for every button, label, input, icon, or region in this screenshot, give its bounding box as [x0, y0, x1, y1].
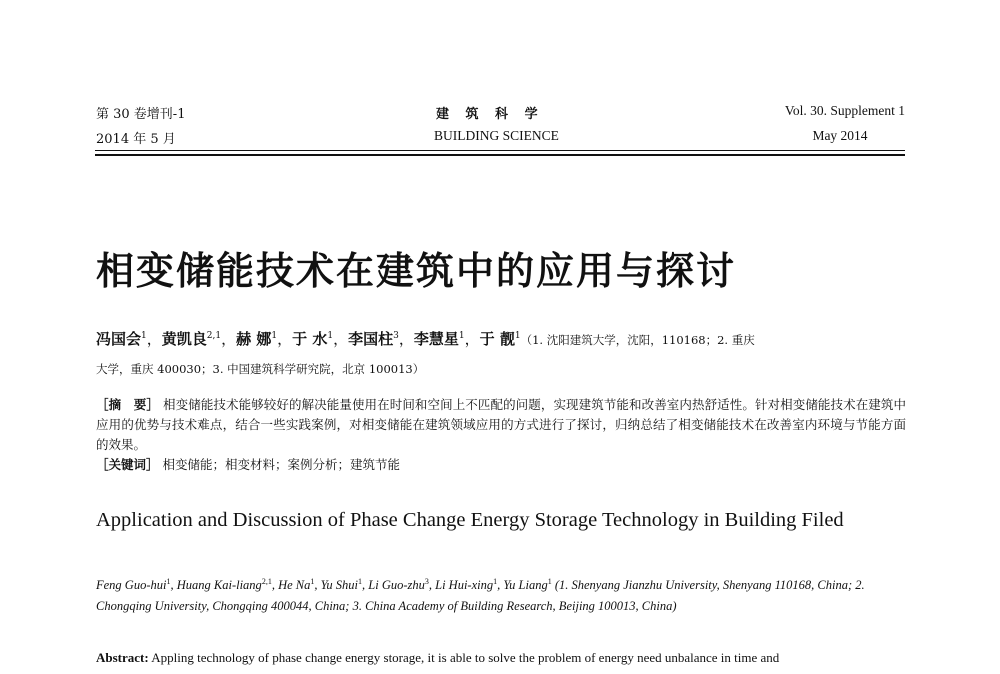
- author-cn-4-sup: 1: [327, 331, 334, 341]
- affiliation-en: (1. Shenyang Jianzhu University, Shenyang 110168, China; 2. Chongqing University, Chongqing 400044, China; 3. China Academy of Building Research, Beijing 100013, China): [96, 578, 865, 613]
- abstract-cn: [96, 395, 906, 475]
- keywords-cn-label: ［关键词］: [96, 457, 159, 472]
- author-en-4-sup: 1: [358, 577, 363, 586]
- author-en-3: He Na: [278, 578, 311, 593]
- author-cn-5-sup: 3: [393, 331, 399, 341]
- paper-title-cn: 相变储能技术在建筑中的应用与探讨: [96, 249, 737, 293]
- abstract-en-label: Abstract:: [96, 650, 149, 665]
- author-en-1: Feng Guo-hui: [96, 578, 167, 593]
- abstract-en-text: Appling technology of phase change energy storage, it is able to solve the problem of energy need unbalance in time and: [151, 650, 780, 665]
- authors-cn: 冯国会$^1$，黄凯良$^{2,1}$，赫 娜$^1$，于 水$^1$，李国柱$^3$，李慧星$^1$，于 靓$^1$（1. 沈阳建筑大学，沈阳，110168；2. 重庆 大学，重庆 400030；3. 中国建筑科学研究院，北京 100013）: [96, 330, 755, 376]
- affiliation-cn-start: （1. 沈阳建筑大学，沈阳，110168；2. 重庆: [520, 333, 755, 347]
- header-journal-en: BUILDING SCIENCE: [434, 128, 559, 143]
- author-en-5: Li Guo-zhu: [368, 578, 425, 593]
- header-volume-en: Vol. 30. Supplement 1: [784, 103, 905, 118]
- authors-en: Feng Guo-hui$^1$, Huang Kai-liang$^{2,1}$, He Na$^1$, Yu Shui$^1$, Li Guo-zhu$^3$, Li Hui-xing$^1$, Yu Liang$^1$ (1. Shenyang Jianzhu University, Shenyang 110168, China; 2. Chongqing University, Chongqing 400044, China; 3. China Academy of Building Research, Beijing 100013, China): [96, 577, 865, 613]
- author-cn-1: 冯国会: [96, 330, 142, 348]
- header-rule-thin: [95, 150, 905, 151]
- author-cn-2-sup: 2,1: [206, 331, 222, 341]
- author-en-5-sup: 3: [424, 577, 429, 586]
- author-en-6: Li Hui-xing: [435, 578, 494, 593]
- author-cn-7-sup: 1: [514, 331, 521, 341]
- author-cn-6: 李慧星: [413, 330, 459, 348]
- abstract-cn-text: 相变储能技术能够较好的解决能量使用在时间和空间上不匹配的问题，实现建筑节能和改善室内热舒适性。针对相变储能技术在建筑中应用的优势与技术难点，结合一些实践案例，对相变储能在建筑领域应用的方式进行了探讨，归纳总结了相变储能技术在改善室内环境与节能方面的效果。: [96, 397, 906, 452]
- header-volume-cn: 第 30 卷增刊-1: [96, 107, 186, 122]
- paper-title-en: Application and Discussion of Phase Change Energy Storage Technology in Building Filed: [96, 509, 844, 531]
- author-en-1-sup: 1: [166, 577, 171, 586]
- author-cn-7: 于 靓: [479, 330, 515, 348]
- header-rule-thick: [95, 154, 905, 156]
- author-cn-5: 李国柱: [348, 330, 394, 348]
- author-en-7: Yu Liang: [503, 578, 548, 593]
- author-en-2-sup: 2,1: [261, 577, 272, 586]
- author-cn-2: 黄凯良: [161, 330, 207, 348]
- author-en-7-sup: 1: [547, 577, 552, 586]
- author-en-4: Yu Shui: [320, 578, 359, 593]
- author-cn-6-sup: 1: [458, 331, 465, 341]
- author-cn-4: 于 水: [292, 330, 328, 348]
- header-date-cn: 2014 年 5 月: [96, 132, 176, 147]
- abstract-cn-label: ［摘 要］: [96, 397, 159, 412]
- header-date-en: May 2014: [812, 128, 868, 143]
- author-en-2: Huang Kai-liang: [176, 578, 262, 593]
- author-cn-1-sup: 1: [141, 331, 147, 341]
- author-cn-3: 赫 娜: [236, 330, 272, 348]
- author-en-3-sup: 1: [310, 577, 315, 586]
- author-en-6-sup: 1: [493, 577, 498, 586]
- affiliation-cn-end: 大学，重庆 400030；3. 中国建筑科学研究院，北京 100013）: [96, 362, 425, 376]
- keywords-cn-text: 相变储能；相变材料；案例分析；建筑节能: [162, 457, 401, 472]
- author-cn-3-sup: 1: [271, 331, 278, 341]
- header-journal-cn: 建 筑 科 学: [436, 107, 544, 122]
- abstract-en: [96, 648, 906, 668]
